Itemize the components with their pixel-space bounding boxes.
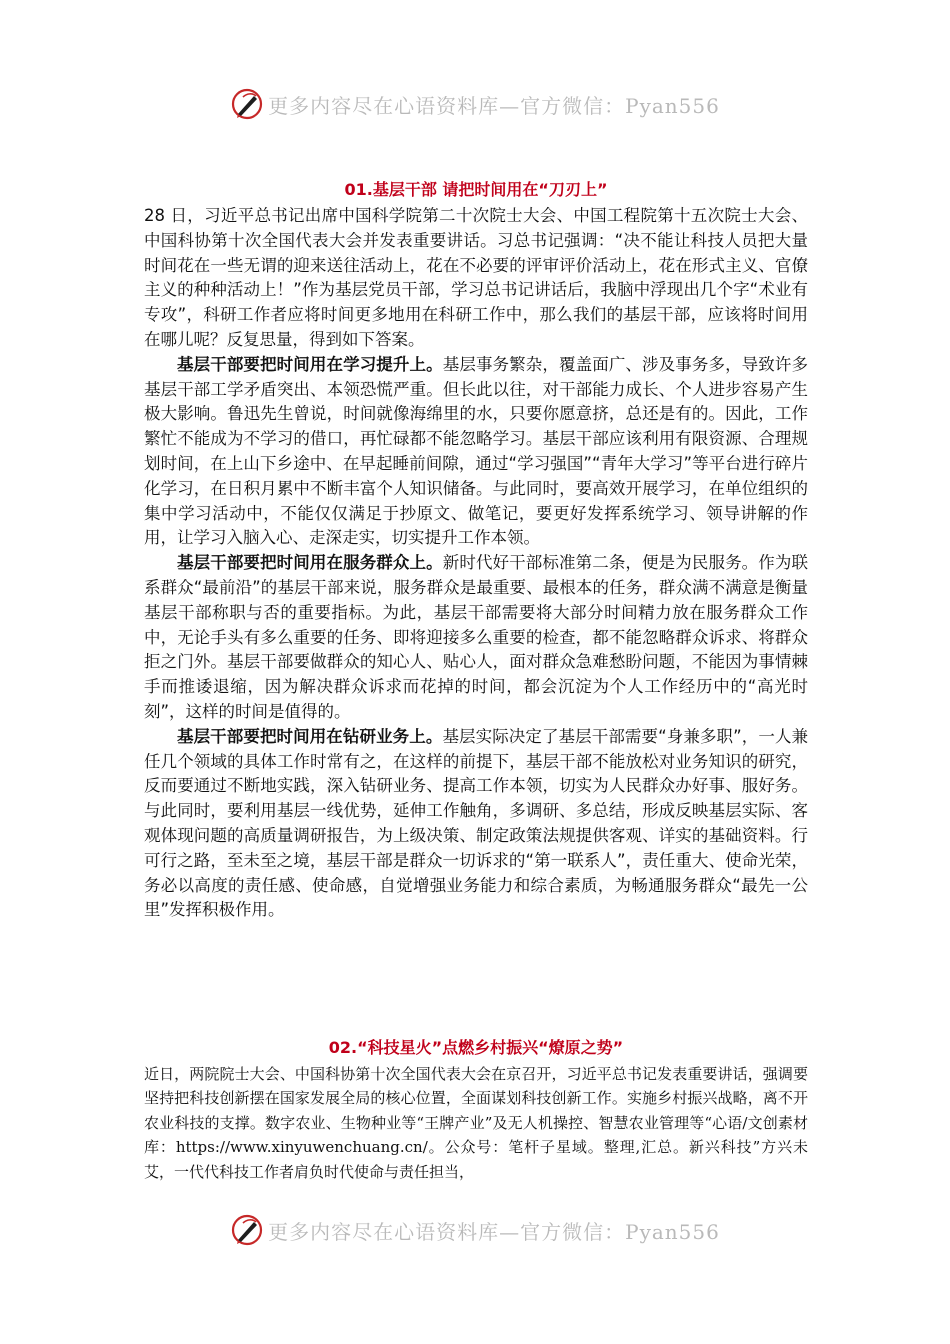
section-2 [144,1036,808,1184]
paragraph-body: 基层事务繁杂，覆盖面广、涉及事务多，导致许多基层干部工学矛盾突出、本领恐慌严重。但长此以往，对干部能力成长、个人进步容易产生极大影响。鲁迅先生曾说，时间就像海绵里的水，只要你愿意挤，总还是有的。因此，工作繁忙不能成为不学习的借口，再忙碌都不能忽略学习。基层干部应该利用有限资源、合理规划时间，在上山下乡途中、在早起睡前间隙，通过“学习强国”“青年大学习”等平台进行碎片化学习，在日积月累中不断丰富个人知识储备。与此同时，要高效开展学习，在单位组织的集中学习活动中，不能仅仅满足于抄原文、做笔记，要更好发挥系统学习、领导讲解的作用，让学习入脑入心、走深走实，切实提升工作本领。 [144,354,809,548]
watermark-text: 更多内容尽在心语资料库—官方微信：Pyan556 [268,93,720,118]
pen-logo-icon [230,87,264,121]
section-1 [144,178,808,923]
header-watermark-banner [0,84,950,124]
section-2-body: 近日，两院院士大会、中国科协第十次全国代表大会在京召开，习近平总书记发表重要讲话，强调要坚持把科技创新摆在国家发展全局的核心位置，全面谋划科技创新工作。实施乡村振兴战略，离不开农业科技的支撑。数字农业、生物种业等“王牌产业”及无人机操控、智慧农业管理等“心语/文创素材库：https://www.xinyuwenchuang.cn/。公众号：笔杆子星域。整理,汇总。新兴科技”方兴未艾，一代代科技工作者肩负时代使命与责任担当， [144,1065,808,1181]
paragraph-lead-sentence: 基层干部要把时间用在学习提升上。 [177,354,443,374]
paragraph-lead-sentence: 基层干部要把时间用在钻研业务上。 [177,726,443,746]
section-1-paragraph [144,551,808,725]
section-1-intro: 28 日，习近平总书记出席中国科学院第二十次院士大会、中国工程院第十五次院士大会、中国科协第十次全国代表大会并发表重要讲话。习总书记强调：“决不能让科技人员把大量时间花在一些无谓的迎来送往活动上，花在不必要的评审评价活动上，花在形式主义、官僚主义的种种活动上！”作为基层党员干部，学习总书记讲话后，我脑中浮现出几个字“术业有专攻”，科研工作者应将时间更多地用在科研工作中，那么我们的基层干部，应该将时间用在哪儿呢？反复思量，得到如下答案。 [144,206,808,349]
watermark-text: 更多内容尽在心语资料库—官方微信：Pyan556 [268,1219,720,1244]
paragraph-lead-sentence: 基层干部要把时间用在服务群众上。 [177,553,443,573]
section-1-title: 01.基层干部 请把时间用在“刀刃上” [344,180,608,199]
paragraph-body: 新时代好干部标准第二条，便是为民服务。作为联系群众“最前沿”的基层干部来说，服务群众是最重要、最根本的任务，群众满不满意是衡量基层干部称职与否的重要指标。为此，基层干部需要将大部分时间精力放在服务群众工作中，无论手头有多么重要的任务、即将迎接多么重要的检查，都不能忽略群众诉求、将群众拒之门外。基层干部要做群众的知心人、贴心人，面对群众急难愁盼问题，不能因为事情棘手而推诿退缩，因为解决群众诉求而花掉的时间，都会沉淀为个人工作经历中的“高光时刻”，这样的时间是值得的。 [144,553,809,721]
pen-logo-icon [230,1213,264,1247]
section-1-paragraph [144,725,808,923]
section-1-paragraph [144,353,808,551]
paragraph-body: 基层实际决定了基层干部需要“身兼多职”，一人兼任几个领域的具体工作时常有之，在这样的前提下，基层干部不能放松对业务知识的研究，反而要通过不断地实践，深入钻研业务、提高工作本领，切实为人民群众办好事、服好务。与此同时，要利用基层一线优势，延伸工作触角，多调研、多总结，形成反映基层实际、客观体现问题的高质量调研报告，为上级决策、制定政策法规提供客观、详实的基础资料。行可行之路，至未至之境，基层干部是群众一切诉求的“第一联系人”，责任重大、使命光荣，务必以高度的责任感、使命感，自觉增强业务能力和综合素质，为畅通服务群众“最先一公里”发挥积极作用。 [144,726,808,920]
footer-watermark-banner [0,1210,950,1250]
section-2-title: 02.“科技星火”点燃乡村振兴“燎原之势” [328,1038,624,1057]
